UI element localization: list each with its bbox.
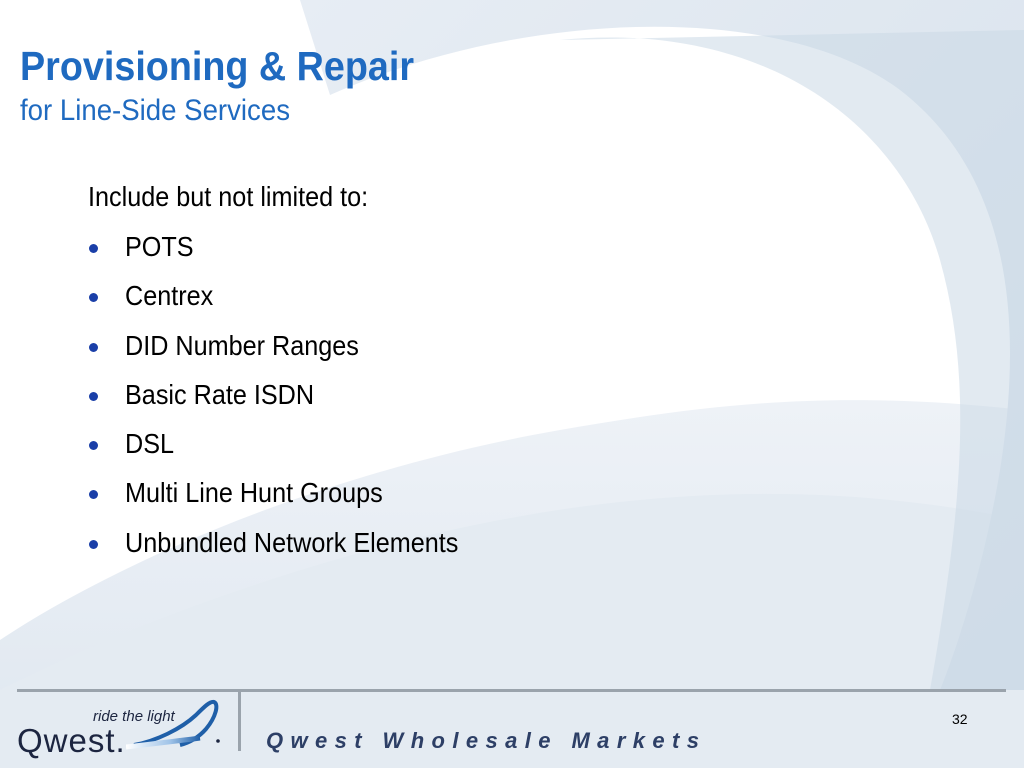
bullet-text: Unbundled Network Elements — [125, 526, 459, 558]
qwest-logo — [14, 695, 224, 761]
bullet-text: Multi Line Hunt Groups — [125, 477, 383, 509]
page-number: 32 — [952, 711, 968, 727]
footer-rule — [17, 689, 1006, 692]
logo-swoosh-icon — [126, 695, 224, 755]
bullet-dot-icon — [89, 244, 98, 253]
bullet-text: DID Number Ranges — [125, 329, 359, 361]
slide-title: Provisioning & Repair — [20, 43, 415, 89]
bullet-text: DSL — [125, 428, 175, 460]
bullet-text: Centrex — [125, 280, 214, 312]
footer-divider — [238, 691, 241, 751]
logo-tagline: ride the light — [93, 708, 175, 725]
bullet-text: Basic Rate ISDN — [125, 378, 315, 410]
intro-text: Include but not limited to: — [88, 181, 369, 212]
bullet-text: POTS — [125, 231, 194, 262]
organization-name: Qwest Wholesale Markets — [266, 728, 707, 753]
slide-subtitle: for Line-Side Services — [20, 94, 290, 127]
bullet-dot-icon — [89, 392, 98, 401]
bullet-dot-icon — [89, 540, 98, 549]
logo-wordmark: Qwest. — [17, 722, 126, 759]
bullet-dot-icon — [89, 343, 98, 352]
